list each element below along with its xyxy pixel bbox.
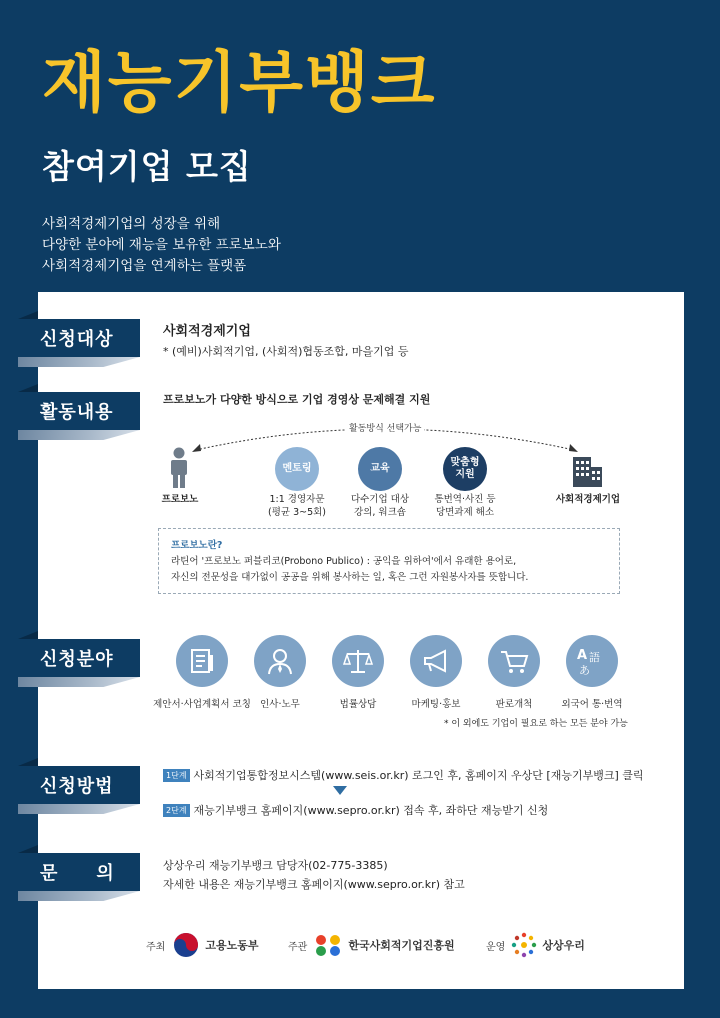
contact-line1: 상상우리 재능기부뱅크 담당자(02-775-3385): [163, 859, 388, 872]
ribbon-contact: 문 의: [18, 853, 140, 891]
step2-line: 2단계 재능기부뱅크 홈페이지(www.sepro.or.kr) 접속 후, 좌하단 재능받기 신청: [163, 802, 548, 818]
svg-text:あ: あ: [579, 664, 590, 677]
translation-icon: [566, 635, 618, 687]
method-mentoring: 멘토링: [275, 447, 319, 491]
flow-label: 활동방식 선택가능: [346, 421, 424, 434]
footer-host: 주최 고용노동부: [146, 932, 258, 958]
field-legal-label: 법률상담: [339, 699, 377, 710]
field-sales-label: 판로개척: [495, 699, 533, 710]
taegeuk-logo-icon: [173, 932, 199, 958]
field-marketing-label: 마케팅·홍보: [411, 699, 461, 710]
probono-info-box: 프로보노란? 라틴어 '프로보노 퍼블리코(Probono Publico) : 공익을 위하여'에서 유래한 용어로, 자신의 전문성을 대가없이 공공을 위해 봉사하는 일, 혹은 그런 자원봉사자를 뜻합니다.: [158, 528, 620, 594]
staff-icon: [254, 635, 306, 687]
method-custom: 맞춤형 지원: [443, 447, 487, 491]
page-subtitle: 참여기업 모집: [42, 147, 252, 186]
ribbon-method: 신청방법: [18, 766, 140, 804]
building-icon: [571, 455, 603, 487]
intro-text: 사회적경제기업의 성장을 위해 다양한 분야에 재능을 보유한 프로보노와 사회적경제기업을 연계하는 플랫폼: [42, 216, 281, 274]
method-mentoring-desc: 1:1 경영자문 (평균 3~5회): [267, 494, 326, 518]
footer-operator: 운영 상상우리: [486, 932, 585, 958]
ribbon-target: 신청대상: [18, 319, 140, 357]
person-icon: [166, 447, 192, 489]
step1-badge: 1단계: [163, 769, 190, 782]
step1-line: 1단계 사회적기업통합정보시스템(www.seis.or.kr) 로그인 후, 홈페이지 우상단 [재능기부뱅크] 클릭: [163, 767, 643, 783]
ribbon-activity: 활동내용: [18, 392, 140, 430]
svg-text:A: A: [577, 648, 588, 663]
sangsang-logo-icon: [511, 932, 537, 958]
fields-note: * 이 외에도 기업이 필요로 하는 모든 분야 가능: [444, 719, 628, 729]
method-education: 교육: [358, 447, 402, 491]
page-title: 재능기부뱅크: [42, 44, 437, 121]
target-heading: 사회적경제기업: [163, 324, 251, 339]
field-translation-label: 외국어 통·번역: [561, 699, 623, 710]
field-proposal-label: 제안서·사업계획서 코칭: [153, 699, 251, 710]
step2-badge: 2단계: [163, 804, 190, 817]
left-actor-label: 프로보노: [161, 494, 199, 505]
scale-icon: [332, 635, 384, 687]
ribbon-fields: 신청분야: [18, 639, 140, 677]
svg-text:語: 語: [589, 651, 600, 664]
megaphone-icon: [410, 635, 462, 687]
step-arrow-down-icon: [333, 786, 347, 796]
footer-org: 주관 한국사회적기업진흥원: [288, 932, 455, 958]
cart-icon: [488, 635, 540, 687]
method-education-desc: 다수기업 대상 강의, 워크숍: [350, 494, 410, 518]
contact-line2: 자세한 내용은 재능기부뱅크 홈페이지(www.sepro.or.kr) 참고: [163, 878, 465, 891]
document-icon: [176, 635, 228, 687]
kosea-logo-icon: [313, 932, 343, 958]
right-actor-label: 사회적경제기업: [555, 494, 621, 505]
field-hr-label: 인사·노무: [260, 699, 300, 710]
target-note: * (예비)사회적기업, (사회적)협동조합, 마을기업 등: [163, 345, 409, 358]
method-custom-desc: 통번역·사진 등 당면과제 해소: [434, 494, 496, 518]
activity-heading: 프로보노가 다양한 방식으로 기업 경영상 문제해결 지원: [163, 393, 431, 406]
